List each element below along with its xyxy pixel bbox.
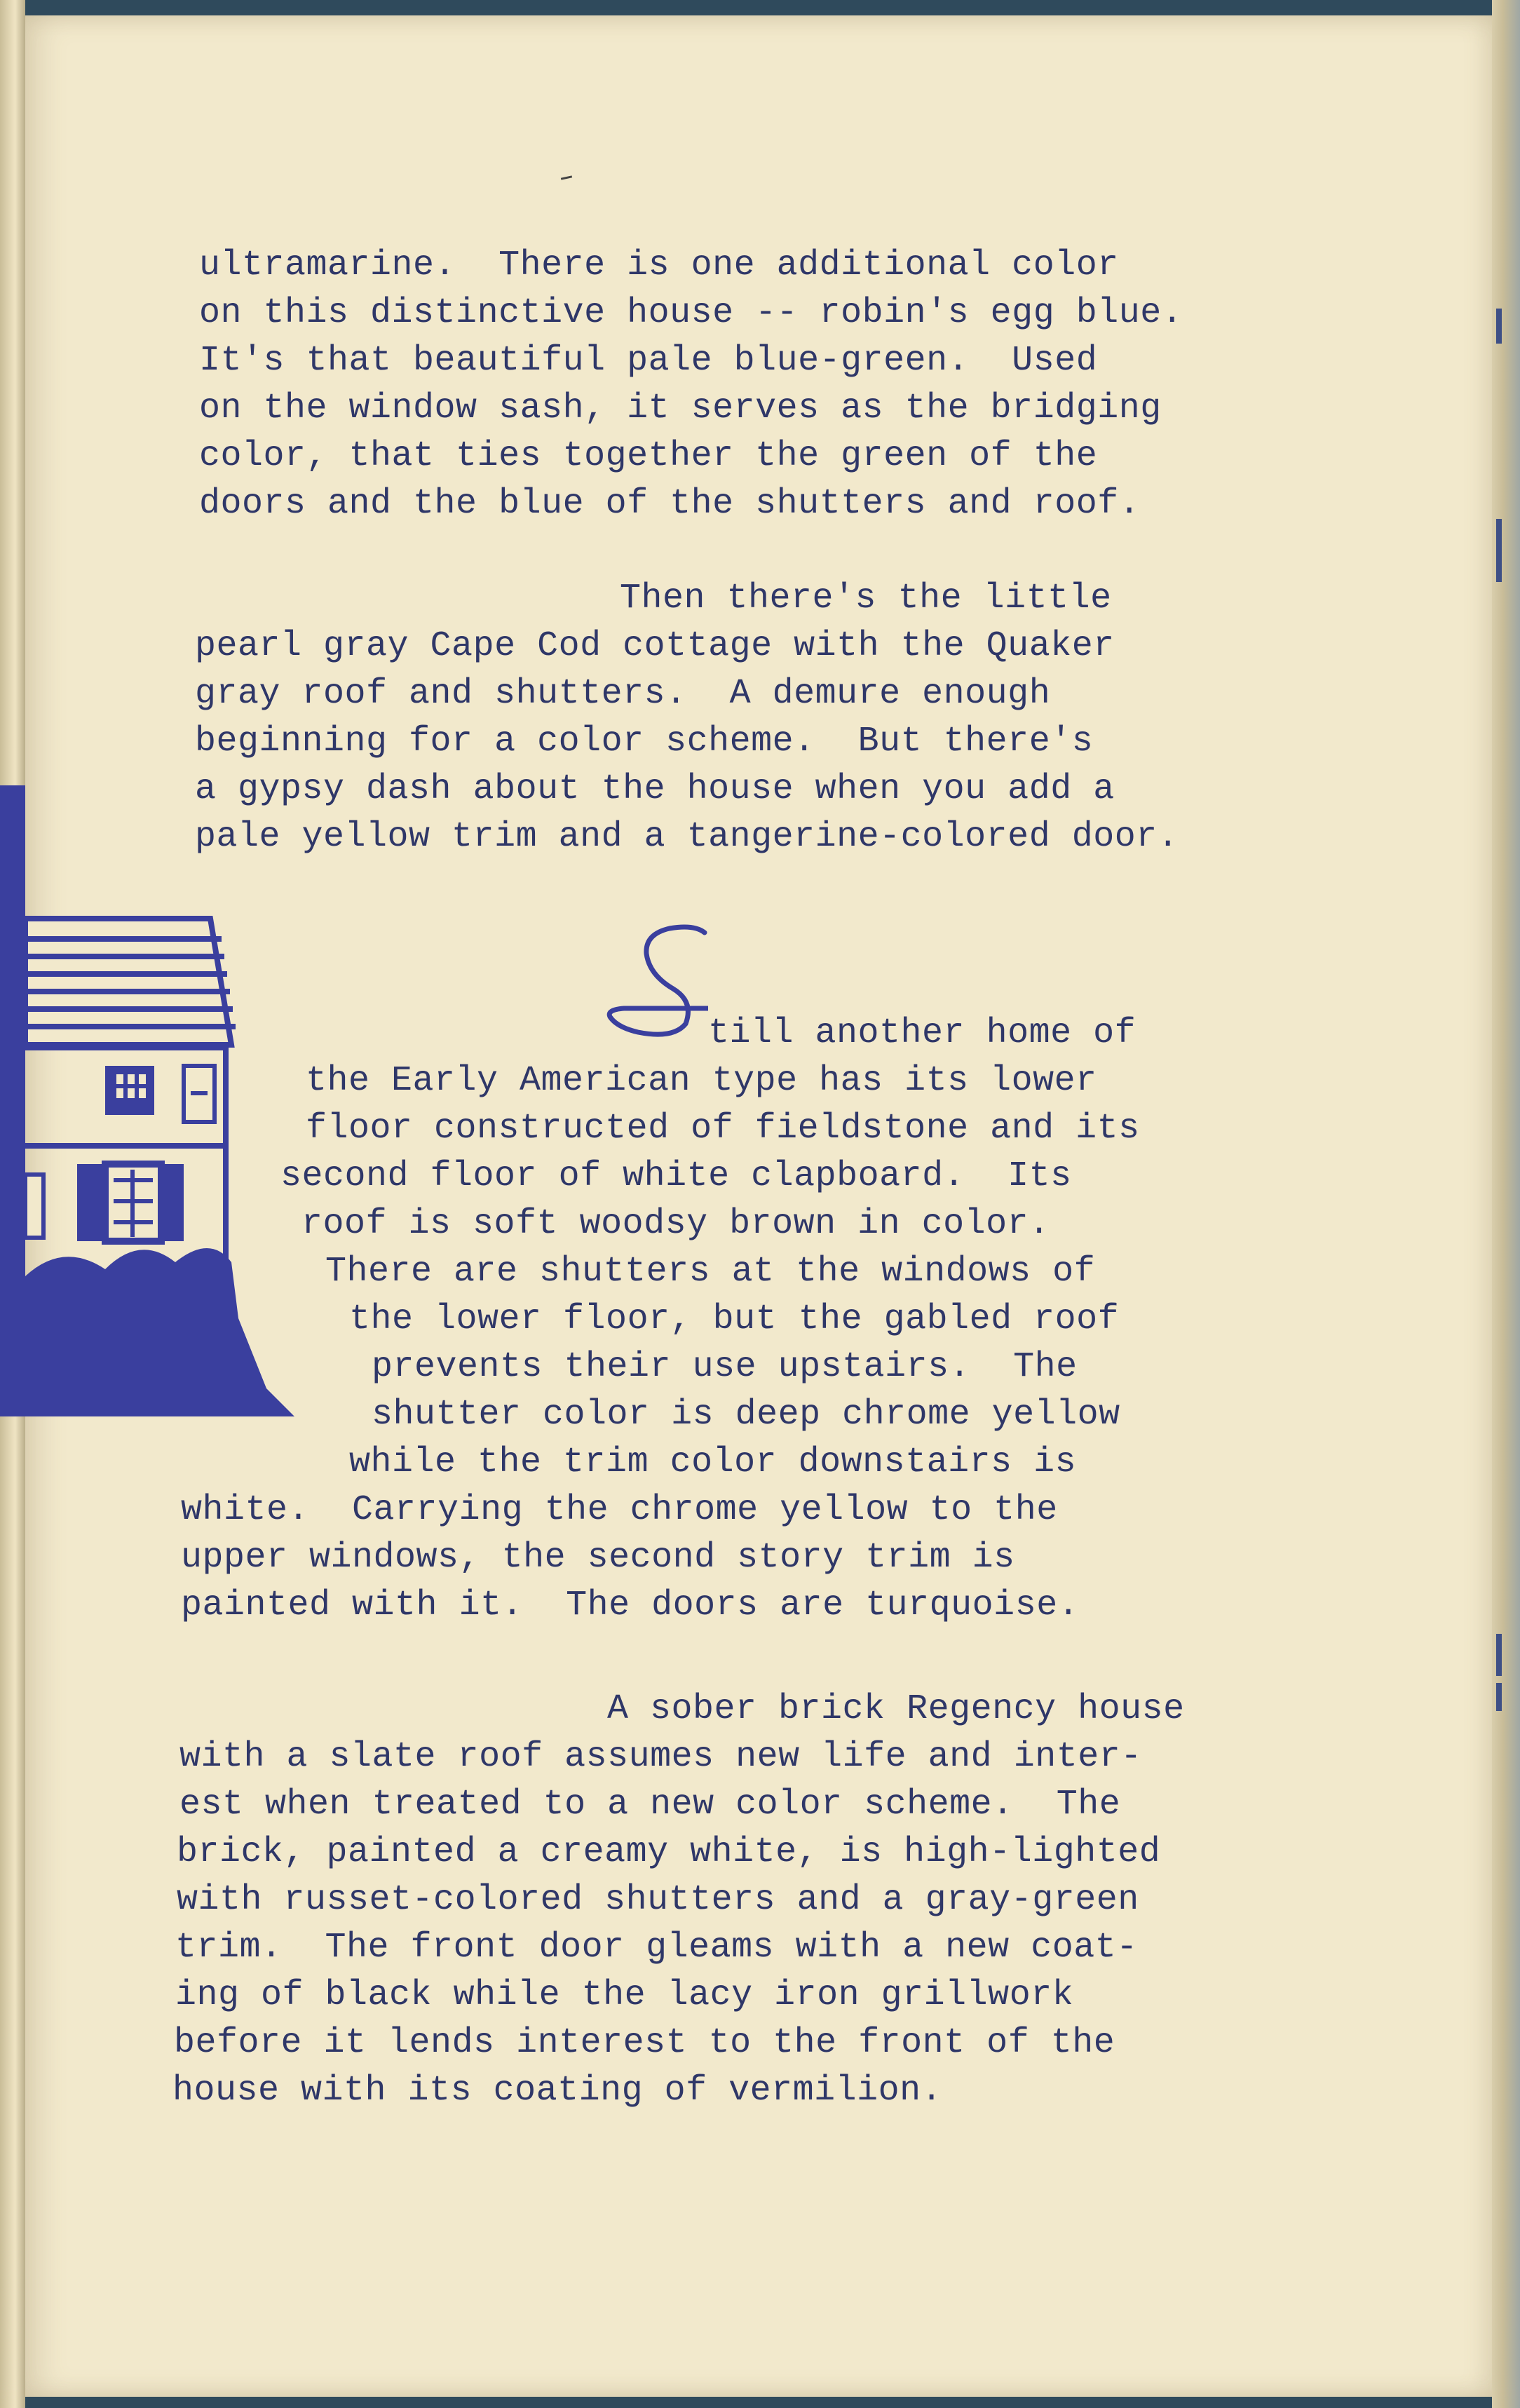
paragraph-3-line: the Early American type has its lower (306, 1061, 1097, 1101)
page-stack-edge (1492, 0, 1520, 2408)
paragraph-4-line: A sober brick Regency house (607, 1689, 1185, 1729)
paragraph-4-line: brick, painted a creamy white, is high-lighted (177, 1832, 1161, 1872)
paragraph-3-line: There are shutters at the windows of (325, 1252, 1096, 1292)
paragraph-3-line: till another home of (708, 1013, 1136, 1053)
paragraph-2-line: pale yellow trim and a tangerine-colored door. (195, 817, 1179, 857)
paragraph-1-line: It's that beautiful pale blue-green. Used (199, 341, 1098, 381)
edge-mark (1496, 1683, 1502, 1711)
paragraph-4-line: trim. The front door gleams with a new coat- (175, 1928, 1138, 1968)
paragraph-3-line: prevents their use upstairs. The (372, 1347, 1078, 1387)
paragraph-4-line: est when treated to a new color scheme. The (179, 1785, 1121, 1825)
paragraph-4-line: ing of black while the lacy iron grillwork (175, 1975, 1074, 2015)
paragraph-3-line: roof is soft woodsy brown in color. (301, 1204, 1050, 1244)
paragraph-3-line: painted with it. The doors are turquoise. (181, 1585, 1080, 1625)
edge-mark (1496, 519, 1502, 582)
paragraph-3-line: while the trim color downstairs is (349, 1442, 1077, 1482)
dropcap-s-icon (603, 919, 708, 1045)
paragraph-1-line: on this distinctive house -- robin's egg blue. (199, 293, 1183, 333)
paragraph-2-line: beginning for a color scheme. But there's (195, 722, 1094, 762)
paragraph-4-line: with russet-colored shutters and a gray-green (177, 1880, 1139, 1920)
paragraph-4-line: house with its coating of vermilion. (172, 2071, 943, 2111)
paragraph-1-line: color, that ties together the green of the (199, 436, 1098, 476)
paragraph-3-line: upper windows, the second story trim is (181, 1538, 1015, 1578)
house-illustration (0, 785, 308, 1438)
paragraph-2-line: a gypsy dash about the house when you add a (195, 769, 1115, 809)
paragraph-2-line: gray roof and shutters. A demure enough (195, 674, 1051, 714)
edge-mark (1496, 309, 1502, 344)
paragraph-3-line: shutter color is deep chrome yellow (372, 1395, 1120, 1435)
paragraph-3-line: white. Carrying the chrome yellow to the (181, 1490, 1058, 1530)
paragraph-1-line: doors and the blue of the shutters and roof. (199, 484, 1141, 524)
paragraph-1-line: on the window sash, it serves as the bridging (199, 388, 1162, 428)
paragraph-3-line: the lower floor, but the gabled roof (349, 1299, 1120, 1339)
edge-mark (1496, 1634, 1502, 1676)
paragraph-4-line: before it lends interest to the front of the (174, 2023, 1115, 2063)
paragraph-1-line: ultramarine. There is one additional color (199, 245, 1119, 285)
paragraph-2-line: pearl gray Cape Cod cottage with the Quaker (195, 626, 1115, 666)
paragraph-3-line: floor constructed of fieldstone and its (306, 1109, 1140, 1149)
paragraph-4-line: with a slate roof assumes new life and inter- (179, 1737, 1142, 1777)
paragraph-2-line: Then there's the little (620, 579, 1112, 618)
paragraph-3-line: second floor of white clapboard. Its (280, 1156, 1072, 1196)
